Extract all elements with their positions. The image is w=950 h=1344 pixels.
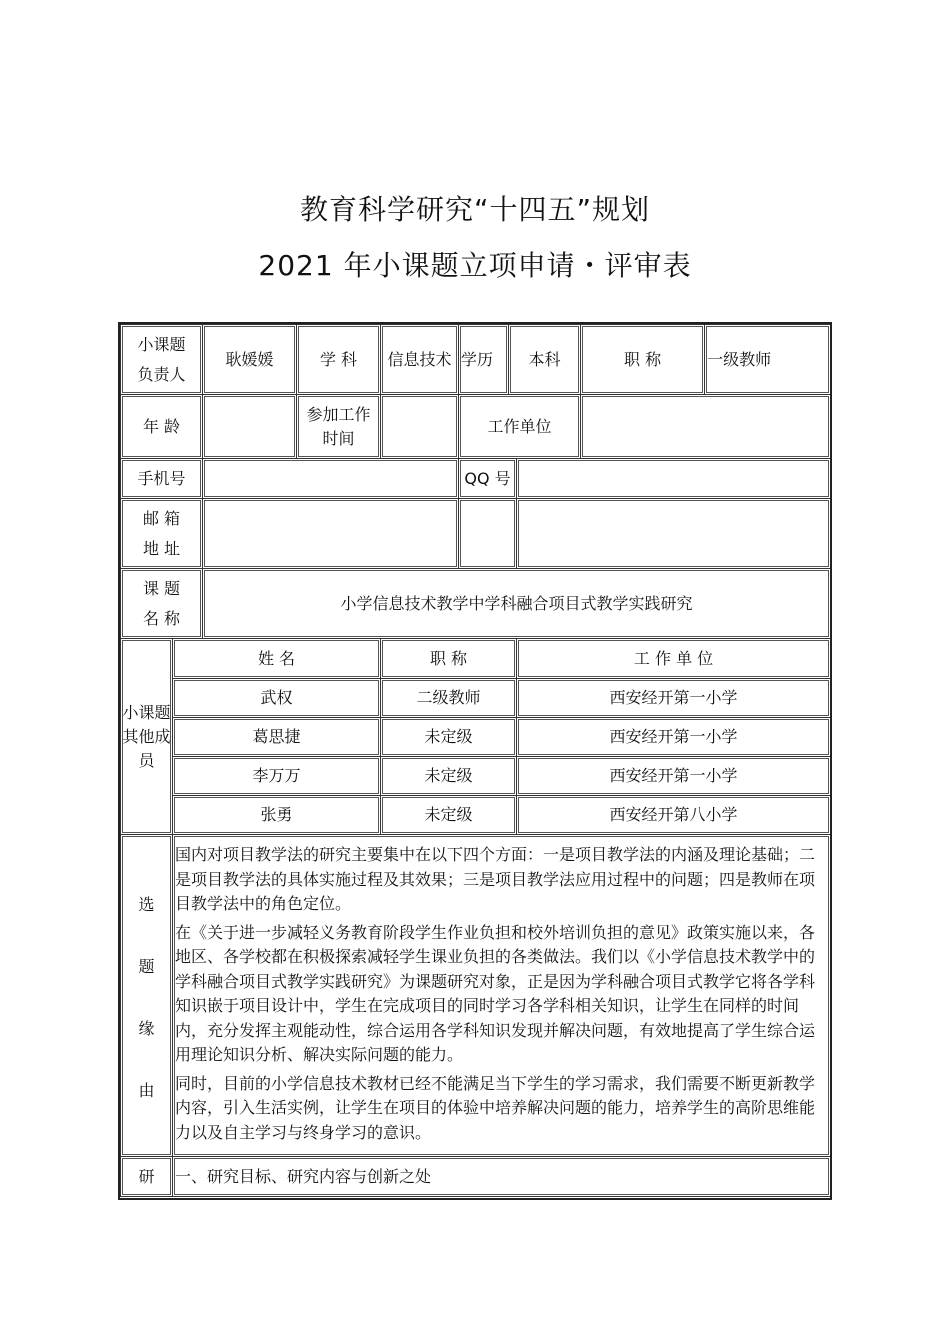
member-name[interactable]: 葛思捷 xyxy=(173,718,381,757)
member-unit[interactable]: 西安经开第一小学 xyxy=(517,679,831,718)
subject-label: 学 科 xyxy=(297,325,381,395)
members-header-row xyxy=(121,639,831,679)
members-header-title: 职 称 xyxy=(381,639,517,679)
row-topic xyxy=(121,569,831,639)
reason-paragraph-3: 同时，目前的小学信息技术教材已经不能满足当下学生的学习需求，我们需要不断更新教学内容，引入生活实例，让学生在项目的体验中培养解决问题的能力，培养学生的高阶思维能力以及自主学习与终身学习的意识。 xyxy=(175,1073,816,1142)
work-unit-label: 工作单位 xyxy=(459,395,581,459)
form-title-line2: 2021 年小课题立项申请・评审表 xyxy=(258,249,692,282)
member-title[interactable]: 二级教师 xyxy=(381,679,517,718)
qq-label: QQ 号 xyxy=(459,459,517,499)
member-unit[interactable]: 西安经开第八小学 xyxy=(517,796,831,835)
members-header-unit: 工 作 单 位 xyxy=(517,639,831,679)
mail-label: 邮 箱 地 址 xyxy=(121,499,203,569)
table-row xyxy=(121,757,831,796)
member-name[interactable]: 武权 xyxy=(173,679,381,718)
row-phone xyxy=(121,459,831,499)
application-form xyxy=(118,322,832,1200)
research-heading: 一、研究目标、研究内容与创新之处 xyxy=(173,1157,831,1197)
table-row xyxy=(121,679,831,718)
member-unit[interactable]: 西安经开第一小学 xyxy=(517,757,831,796)
table-row xyxy=(121,796,831,835)
phone-label: 手机号 xyxy=(121,459,203,499)
work-time-label: 参加工作 时间 xyxy=(297,395,381,459)
row-age xyxy=(121,395,831,459)
table-row xyxy=(121,718,831,757)
reason-label: 选 题 缘 由 xyxy=(121,835,173,1157)
work-time-value[interactable] xyxy=(381,395,459,459)
research-label: 研 xyxy=(121,1157,173,1197)
form-table xyxy=(120,324,831,1197)
leader-label: 小课题 负责人 xyxy=(121,325,203,395)
members-header-name: 姓 名 xyxy=(173,639,381,679)
member-unit[interactable]: 西安经开第一小学 xyxy=(517,718,831,757)
member-title[interactable]: 未定级 xyxy=(381,757,517,796)
mail-value-3[interactable] xyxy=(517,499,831,569)
education-label: 学历 xyxy=(459,325,509,395)
topic-label: 课 题 名 称 xyxy=(121,569,203,639)
members-label: 小课题 其他成 员 xyxy=(121,639,173,835)
age-label: 年 龄 xyxy=(121,395,203,459)
education-value[interactable]: 本科 xyxy=(509,325,581,395)
age-value[interactable] xyxy=(203,395,297,459)
reason-content[interactable] xyxy=(173,835,831,1157)
member-title[interactable]: 未定级 xyxy=(381,796,517,835)
phone-value[interactable] xyxy=(203,459,459,499)
work-unit-value[interactable] xyxy=(581,395,831,459)
title-label: 职 称 xyxy=(581,325,705,395)
title-value[interactable]: 一级教师 xyxy=(705,325,831,395)
leader-value[interactable]: 耿媛媛 xyxy=(203,325,297,395)
member-name[interactable]: 李万万 xyxy=(173,757,381,796)
topic-value[interactable]: 小学信息技术教学中学科融合项目式教学实践研究 xyxy=(203,569,831,639)
reason-paragraph-1: 国内对项目教学法的研究主要集中在以下四个方面：一是项目教学法的内涵及理论基础；二是项目教学法的具体实施过程及其效果；三是项目教学法应用过程中的问题；四是教师在项目教学法中的角色定位。 xyxy=(175,845,816,913)
row-leader xyxy=(121,325,831,395)
member-title[interactable]: 未定级 xyxy=(381,718,517,757)
row-mail xyxy=(121,499,831,569)
member-name[interactable]: 张勇 xyxy=(173,796,381,835)
row-reason xyxy=(121,835,831,1157)
mail-value-2[interactable] xyxy=(459,499,517,569)
reason-paragraph-2: 在《关于进一步减轻义务教育阶段学生作业负担和校外培训负担的意见》政策实施以来，各地区、各学校都在积极探索减轻学生课业负担的各类做法。我们以《小学信息技术教学中的学科融合项目式教学实践研究》为课题研究对象，正是因为学科融合项目式教学它将各学科知识嵌于项目设计中，学生在完成项目的同时学习各学科相关知识，让学生在同样的时间内，充分发挥主观能动性，综合运用各学科知识发现并解决问题，有效地提高了学生综合运用理论知识分析、解决实际问题的能力。 xyxy=(175,922,816,1064)
row-research xyxy=(121,1157,831,1197)
form-title-line1: 教育科学研究“十四五”规划 xyxy=(299,193,650,226)
subject-value[interactable]: 信息技术 xyxy=(381,325,459,395)
qq-value[interactable] xyxy=(517,459,831,499)
mail-value[interactable] xyxy=(203,499,459,569)
